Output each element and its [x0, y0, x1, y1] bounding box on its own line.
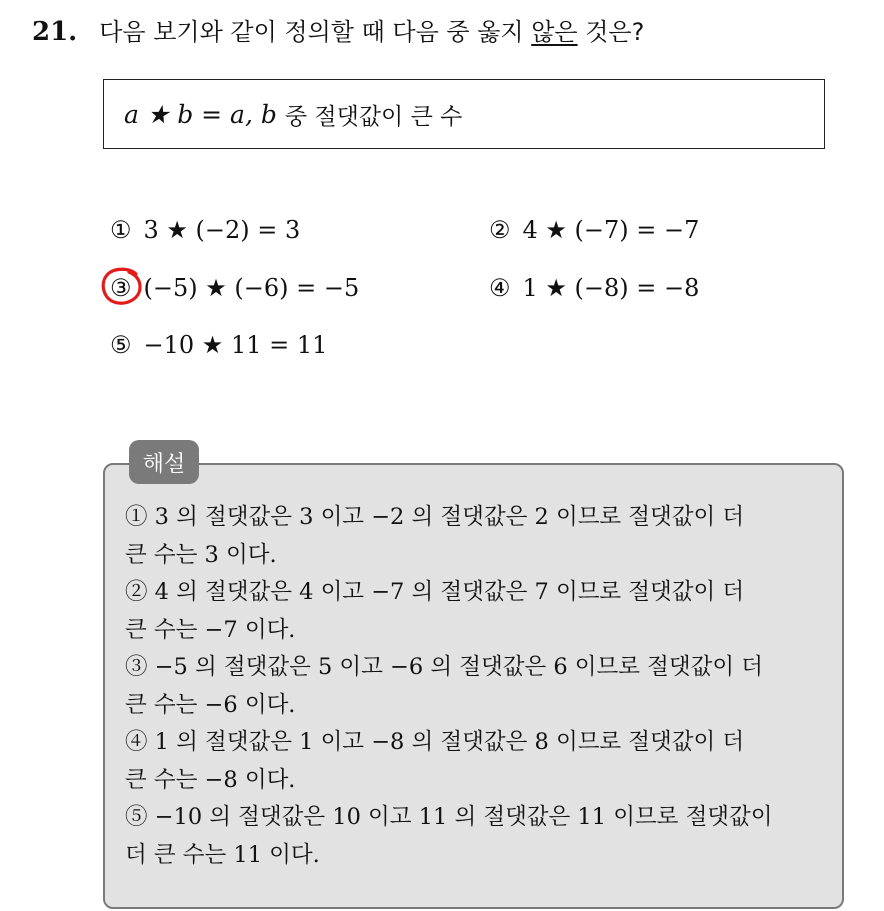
answer-circle-mark	[100, 266, 144, 306]
definition-math: a ★ b = a, b	[124, 99, 277, 129]
choice-3-expression: (−5) ★ (−6) = −5	[143, 274, 360, 302]
choice-4[interactable]	[489, 272, 699, 304]
choice-4-expression: 1 ★ (−8) = −8	[522, 274, 700, 302]
choice-5[interactable]	[110, 329, 327, 361]
choice-4-number: ④	[489, 274, 511, 302]
question-number: 21.	[32, 17, 78, 47]
question-text-underlined: 않은	[531, 18, 578, 46]
solution-box	[103, 463, 844, 909]
choice-1-expression: 3 ★ (−2) = 3	[143, 216, 301, 244]
choice-2-expression: 4 ★ (−7) = −7	[522, 216, 700, 244]
solution-tab	[129, 440, 199, 484]
solution-line: ③ −5 의 절댓값은 5 이고 −6 의 절댓값은 6 이므로 절댓값이 더	[125, 654, 763, 680]
solution-line: 큰 수는 −8 이다.	[125, 766, 296, 793]
choice-2[interactable]	[489, 214, 699, 246]
solution-line: ① 3 의 절댓값은 3 이고 −2 의 절댓값은 2 이므로 절댓값이 더	[125, 504, 745, 530]
solution-line: 큰 수는 −6 이다.	[125, 691, 296, 718]
choice-2-number: ②	[489, 216, 511, 244]
definition-text: 중 절댓값이 큰 수	[284, 103, 463, 130]
choice-5-expression: −10 ★ 11 = 11	[143, 331, 328, 359]
question-text	[99, 18, 644, 46]
question-text-before: 다음 보기와 같이 정의할 때 다음 중 옳지	[99, 18, 532, 46]
choice-1-number: ①	[110, 216, 132, 244]
solution-line: ④ 1 의 절댓값은 1 이고 −8 의 절댓값은 8 이므로 절댓값이 더	[125, 729, 745, 755]
choice-1[interactable]	[110, 214, 300, 246]
choice-3[interactable]	[110, 272, 359, 304]
solution-line: 큰 수는 3 이다.	[125, 541, 277, 568]
solution-line: ⑤ −10 의 절댓값은 10 이고 11 의 절댓값은 11 이므로 절댓값이	[125, 804, 773, 830]
solution-line: 큰 수는 −7 이다.	[125, 616, 296, 643]
choice-5-number: ⑤	[110, 331, 132, 359]
definition-box	[103, 79, 825, 149]
choice-3-number: ③	[110, 274, 132, 302]
solution-line: ② 4 의 절댓값은 4 이고 −7 의 절댓값은 7 이므로 절댓값이 더	[125, 579, 745, 605]
question-text-after: 것은?	[577, 18, 645, 46]
solution-tab-label: 해설	[142, 451, 186, 477]
answer-circle-stroke	[103, 269, 140, 303]
question-header	[32, 14, 644, 50]
solution-line: 더 큰 수는 11 이다.	[125, 841, 320, 868]
